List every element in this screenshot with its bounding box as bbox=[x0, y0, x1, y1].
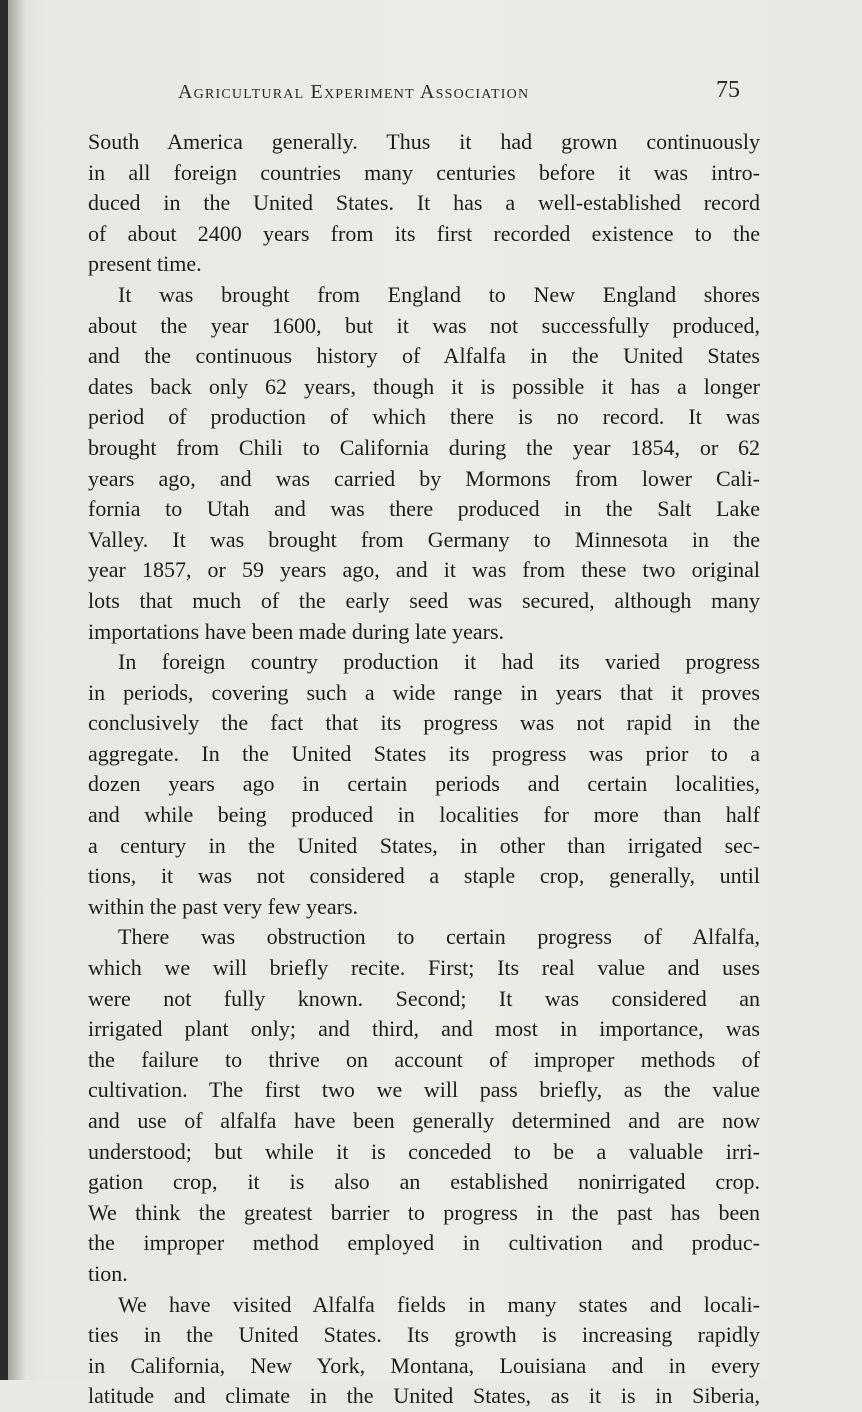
text-line: conclusively the fact that its progress was not rapid in the bbox=[88, 710, 760, 736]
text-line: dates back only 62 years, though it is possible it has a longer bbox=[88, 373, 760, 399]
paragraph bbox=[88, 1290, 760, 1412]
text-line: ties in the United States. Its growth is increasing rapidly bbox=[88, 1322, 760, 1348]
text-line: It was brought from England to New England shores bbox=[118, 281, 760, 307]
text-line: of about 2400 years from its first recorded existence to the bbox=[88, 220, 760, 246]
text-line: importations have been made during late years. bbox=[88, 618, 505, 644]
text-line: and the continuous history of Alfalfa in the United States bbox=[88, 343, 760, 369]
text-line: and while being produced in localities for more than half bbox=[88, 802, 760, 828]
text-line: year 1857, or 59 years ago, and it was from these two original bbox=[88, 557, 760, 583]
text-line: in California, New York, Montana, Louisiana and in every bbox=[88, 1352, 760, 1378]
text-line: lots that much of the early seed was secured, although many bbox=[88, 587, 760, 613]
text-line: latitude and climate in the United States, as it is in Siberia, bbox=[88, 1383, 760, 1409]
text-line: understood; but while it is conceded to be a valuable irri- bbox=[88, 1138, 760, 1164]
text-line: and use of alfalfa have been generally determined and are now bbox=[88, 1108, 760, 1133]
gutter-shadow bbox=[8, 0, 26, 1380]
body-text bbox=[88, 127, 760, 1412]
text-line: which we will briefly recite. First; Its real value and uses bbox=[88, 955, 760, 981]
text-line: South America generally. Thus it had grown continuously bbox=[88, 129, 760, 154]
text-line: in periods, covering such a wide range in years that it proves bbox=[88, 679, 760, 705]
page-number: 75 bbox=[716, 77, 740, 103]
text-line: period of production of which there is no record. It was bbox=[88, 404, 760, 430]
paragraph bbox=[88, 127, 760, 280]
paragraph bbox=[88, 647, 760, 922]
text-line: in all foreign countries many centuries before it was intro- bbox=[88, 159, 760, 185]
text-line: the failure to thrive on account of improper methods of bbox=[88, 1046, 760, 1072]
text-line: We think the greatest barrier to progress in the past has been bbox=[88, 1199, 760, 1225]
text-line: There was obstruction to certain progress of Alfalfa, bbox=[118, 924, 760, 950]
text-line: about the year 1600, but it was not successfully produced, bbox=[88, 312, 760, 338]
text-line: cultivation. The first two we will pass briefly, as the value bbox=[88, 1077, 760, 1103]
text-line: fornia to Utah and was there produced in the Salt Lake bbox=[88, 496, 760, 522]
running-title: Agricultural Experiment Association bbox=[178, 81, 530, 103]
text-line: Valley. It was brought from Germany to Minnesota in the bbox=[88, 526, 760, 552]
page-binding-edge bbox=[0, 0, 8, 1380]
text-line: within the past very few years. bbox=[88, 893, 359, 919]
text-line: were not fully known. Second; It was considered an bbox=[88, 985, 760, 1011]
text-line: gation crop, it is also an established nonirrigated crop. bbox=[88, 1169, 760, 1195]
text-line: the improper method employed in cultivation and produc- bbox=[88, 1230, 760, 1256]
text-line: brought from Chili to California during the year 1854, or 62 bbox=[88, 434, 760, 460]
text-line: We have visited Alfalfa fields in many states and locali- bbox=[118, 1291, 760, 1317]
text-line: years ago, and was carried by Mormons from lower Cali- bbox=[88, 465, 760, 491]
running-header bbox=[90, 77, 740, 107]
text-line: irrigated plant only; and third, and most in importance, was bbox=[88, 1016, 760, 1042]
text-line: aggregate. In the United States its progress was prior to a bbox=[88, 740, 760, 766]
text-line: tion. bbox=[88, 1260, 128, 1286]
text-line: a century in the United States, in other than irrigated sec- bbox=[88, 832, 760, 858]
text-line: present time. bbox=[88, 251, 202, 277]
text-line: dozen years ago in certain periods and certain localities, bbox=[88, 771, 760, 797]
paragraph bbox=[88, 922, 760, 1289]
text-line: tions, it was not considered a staple crop, generally, until bbox=[88, 863, 760, 889]
paragraph bbox=[88, 280, 760, 647]
text-line: In foreign country production it had its varied progress bbox=[118, 649, 760, 675]
text-line: duced in the United States. It has a well-established record bbox=[88, 190, 760, 216]
